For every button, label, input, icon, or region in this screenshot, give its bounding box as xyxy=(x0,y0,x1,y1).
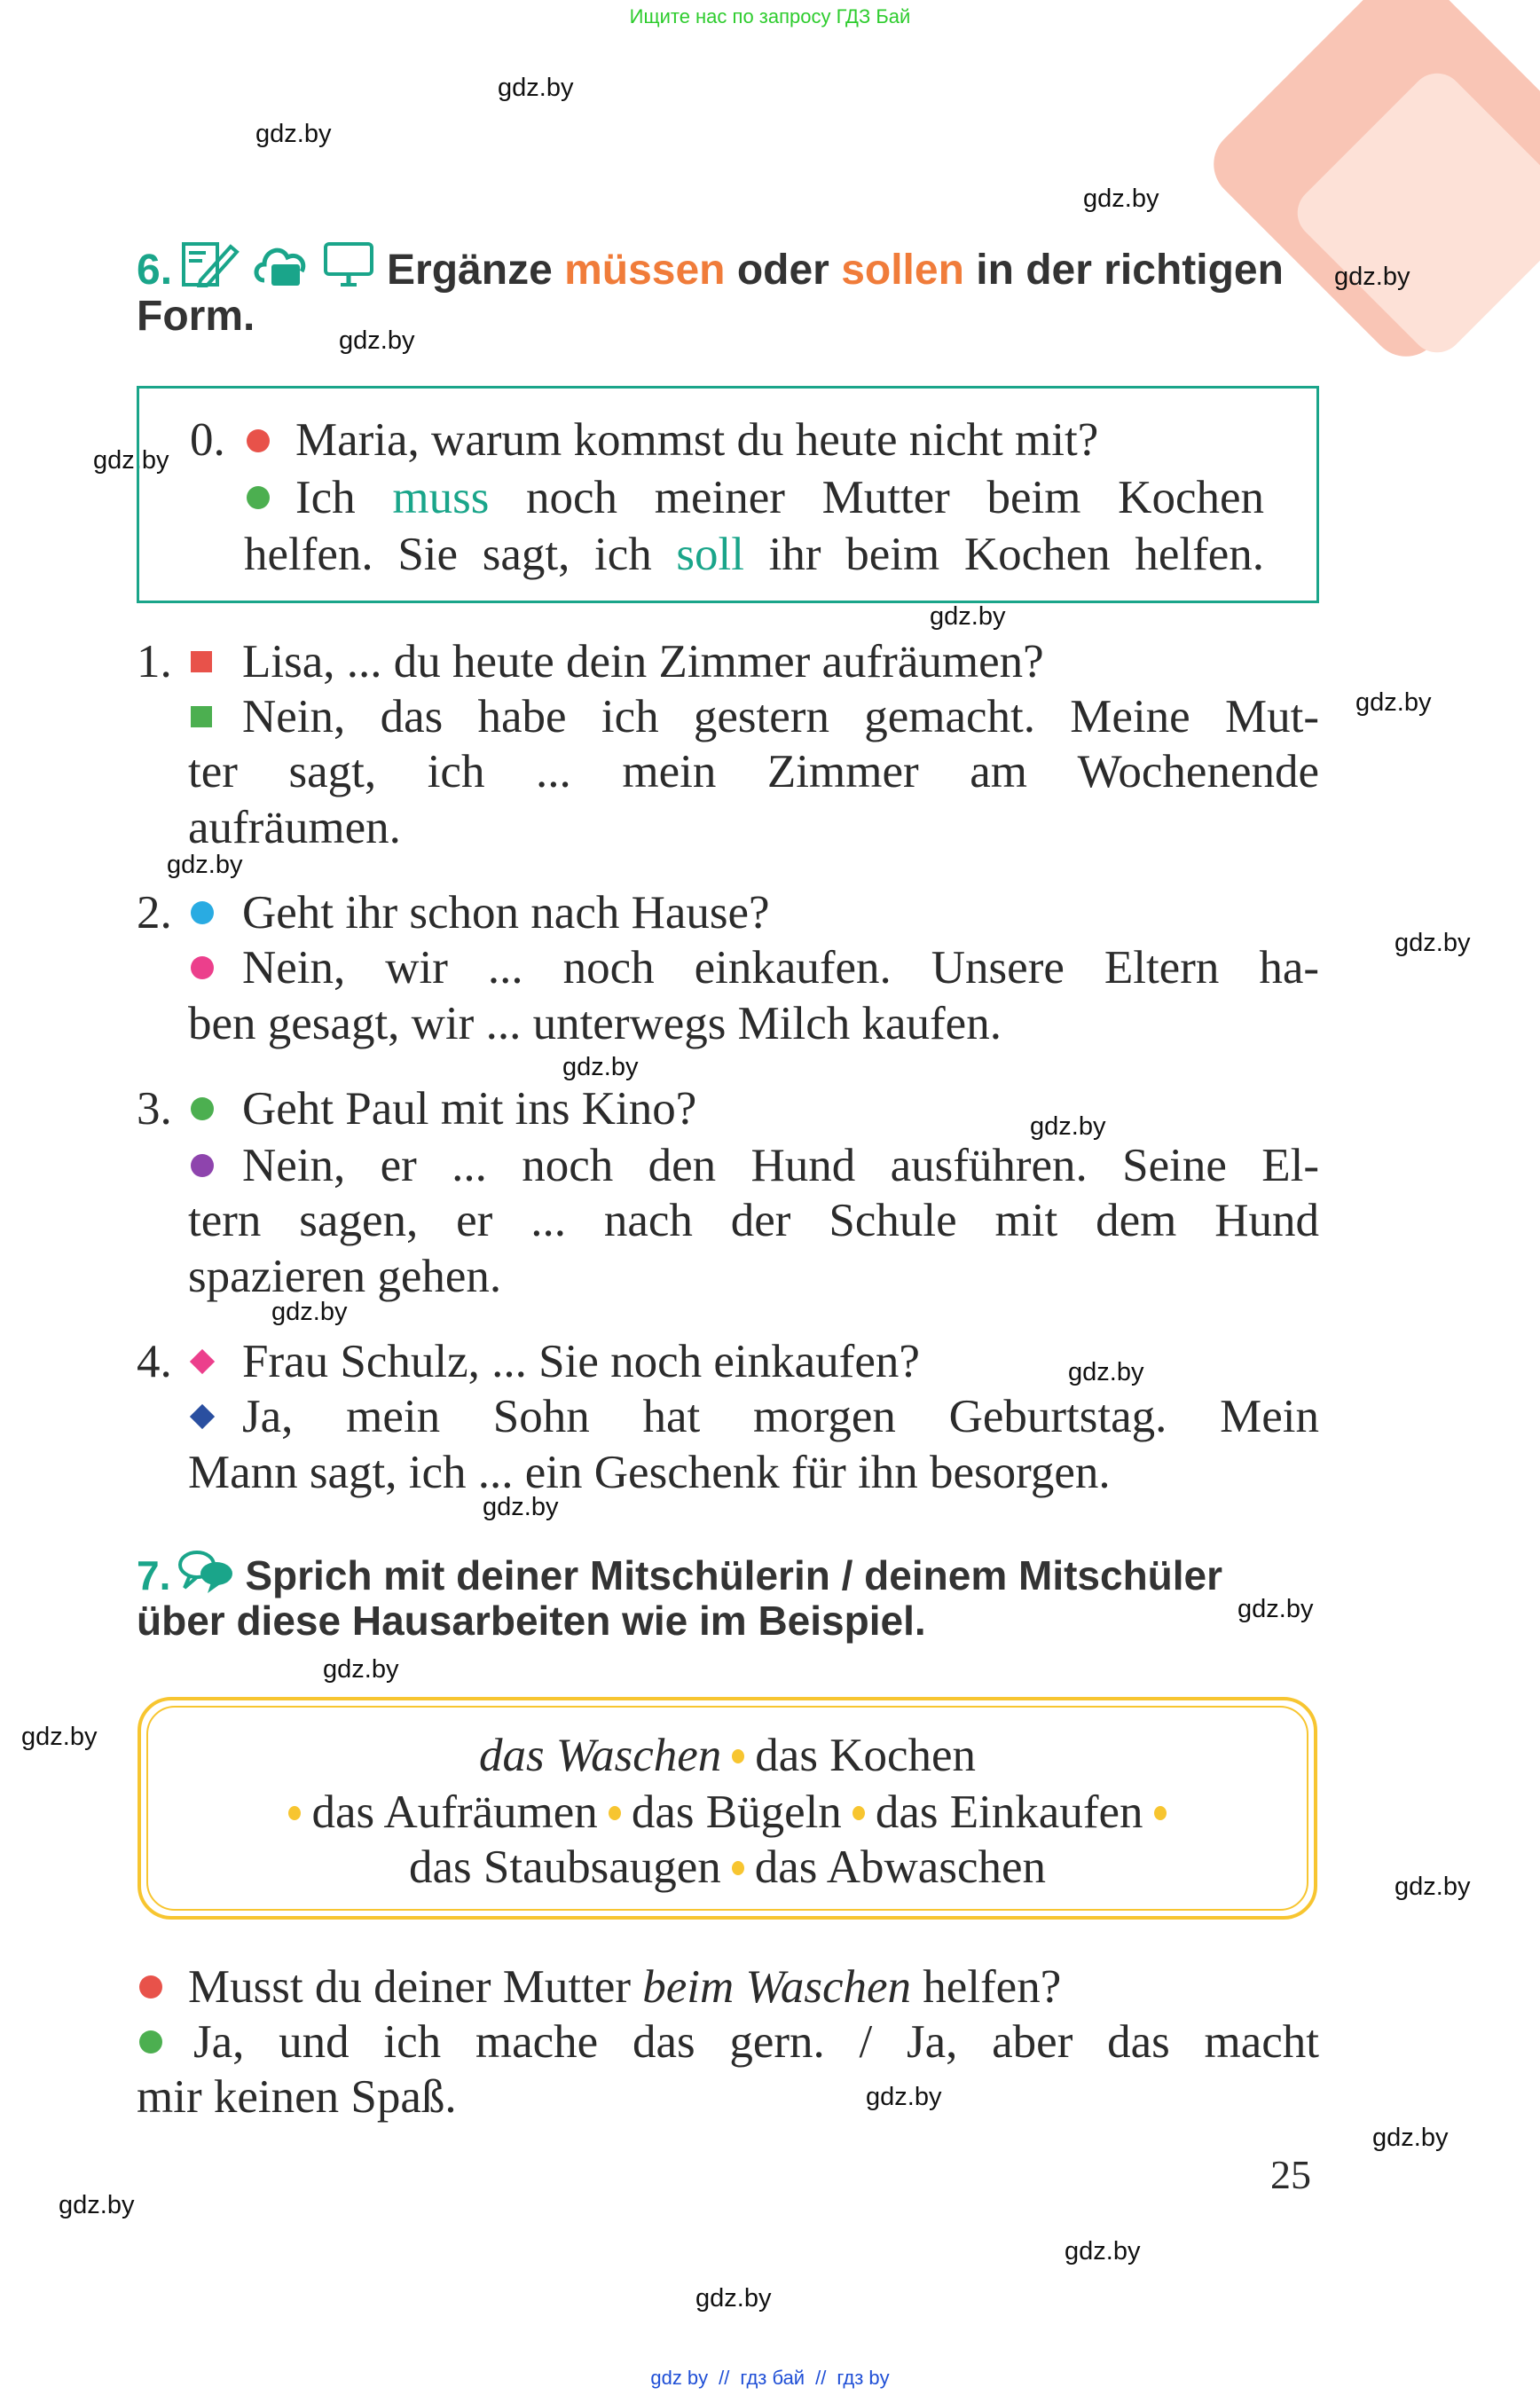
item-answer-line: Nein, wir ... noch einkaufen. Unsere Eltern ha- xyxy=(242,942,1319,993)
modal-verb-sollen: sollen xyxy=(841,247,964,294)
watermark: gdz.by xyxy=(339,326,415,355)
red-square-marker xyxy=(191,651,212,672)
item-question: Lisa, ... du heute dein Zimmer aufräumen? xyxy=(242,636,1044,687)
vocab-word: das Bügeln xyxy=(631,1787,842,1838)
footer-link[interactable]: гдз бай xyxy=(740,2367,805,2389)
item-question: Geht Paul mit ins Kino? xyxy=(242,1083,697,1135)
item-number: 3. xyxy=(137,1083,172,1135)
item-number: 2. xyxy=(137,887,172,938)
item-answer-line: tern sagen, er ... nach der Schule mit dem Hund xyxy=(188,1195,1319,1246)
monitor-icon xyxy=(323,241,374,287)
red-circle-marker xyxy=(139,1975,162,1999)
green-square-marker xyxy=(191,706,212,727)
yellow-dot-icon xyxy=(852,1806,865,1820)
watermark: gdz.by xyxy=(695,2284,772,2313)
item-question: Frau Schulz, ... Sie noch einkaufen? xyxy=(242,1336,920,1387)
exercise-number: 7. xyxy=(137,1552,171,1598)
item-answer-line: Nein, das habe ich gestern gemacht. Meine Mut- xyxy=(242,691,1319,742)
item-number: 1. xyxy=(137,636,172,687)
yellow-dot-icon xyxy=(732,1861,744,1875)
blue-circle-marker xyxy=(191,901,214,924)
watermark: gdz.by xyxy=(1395,1873,1471,1901)
vocab-word: das Aufräumen xyxy=(311,1787,598,1838)
blue-diamond-marker xyxy=(190,1404,215,1429)
watermark: gdz.by xyxy=(167,851,243,879)
exercise-number: 6. xyxy=(137,247,173,294)
item-answer-line: aufräumen. xyxy=(188,802,401,853)
pink-diamond-marker xyxy=(190,1349,215,1374)
item-number: 0. xyxy=(190,414,225,466)
vocabulary-line xyxy=(138,1785,1317,1840)
watermark: gdz.by xyxy=(562,1053,639,1081)
modal-verb-muessen: müssen xyxy=(564,247,726,294)
cloud-folder-icon xyxy=(252,241,310,287)
exercise-7-title-line2: über diese Hausarbeiten wie im Beispiel. xyxy=(137,1598,926,1644)
item-answer-line: Mann sagt, ich ... ein Geschenk für ihn besorgen. xyxy=(188,1447,1111,1498)
exercise-6-title: 6. Ergänze müssen oder sollen in der richtigen xyxy=(137,241,1284,295)
vocabulary-line xyxy=(138,1728,1317,1783)
exercise-7-title: 7. Sprich mit deiner Mitschülerin / deinem Mitschüler xyxy=(137,1549,1222,1600)
vocab-word: das Einkaufen xyxy=(875,1787,1143,1838)
watermark: gdz.by xyxy=(1395,929,1471,957)
item-answer-line: Ja, mein Sohn hat morgen Geburtstag. Mein xyxy=(242,1391,1319,1442)
dialog-question: Musst du deiner Mutter beim Waschen helfen? xyxy=(188,1961,1062,2013)
watermark: gdz.by xyxy=(1083,185,1159,213)
dialog-answer-line: Ja, und ich mache das gern. / Ja, aber das macht xyxy=(193,2016,1319,2068)
yellow-dot-icon xyxy=(1154,1806,1167,1820)
watermark: gdz.by xyxy=(323,1655,399,1684)
example-answer-line: helfen. Sie sagt, ich soll ihr beim Kochen helfen. xyxy=(244,529,1264,580)
example-question: Maria, warum kommst du heute nicht mit? xyxy=(295,414,1099,466)
yellow-dot-icon xyxy=(609,1806,621,1820)
purple-circle-marker xyxy=(191,1154,214,1177)
watermark: gdz.by xyxy=(1372,2124,1449,2152)
vocab-word: das Abwaschen xyxy=(754,1842,1047,1893)
watermark: gdz.by xyxy=(866,2083,942,2111)
item-question: Geht ihr schon nach Hause? xyxy=(242,887,770,938)
watermark: gdz.by xyxy=(1334,263,1410,291)
green-circle-marker xyxy=(191,1097,214,1120)
page-number: 25 xyxy=(1270,2152,1311,2197)
vocab-word: das Staubsaugen xyxy=(408,1842,721,1893)
watermark: gdz.by xyxy=(271,1298,348,1326)
watermark: gdz.by xyxy=(93,446,169,475)
header-note: Ищите нас по запросу ГДЗ Бай xyxy=(629,5,911,27)
watermark: gdz.by xyxy=(59,2191,135,2219)
item-answer-line: Nein, er ... noch den Hund ausführen. Seine El- xyxy=(242,1140,1319,1191)
item-answer-line: ter sagt, ich ... mein Zimmer am Wochenende xyxy=(188,746,1319,797)
watermark: gdz.by xyxy=(1355,688,1432,717)
footer-link[interactable]: gdz by xyxy=(650,2367,709,2389)
vocab-word: das Waschen xyxy=(478,1730,722,1781)
yellow-dot-icon xyxy=(732,1749,744,1763)
green-circle-marker xyxy=(247,486,270,509)
write-icon xyxy=(181,241,240,287)
vocab-word: das Kochen xyxy=(755,1730,977,1781)
yellow-dot-icon xyxy=(288,1806,301,1820)
footer-link[interactable]: гдз by xyxy=(837,2367,890,2389)
example-answer-line: Ich muss noch meiner Mutter beim Kochen xyxy=(295,472,1264,523)
watermark: gdz.by xyxy=(930,602,1006,631)
watermark: gdz.by xyxy=(498,74,574,102)
watermark: gdz.by xyxy=(1030,1112,1106,1141)
item-number: 4. xyxy=(137,1336,172,1387)
item-answer-line: spazieren gehen. xyxy=(188,1251,502,1302)
dialog-answer-line: mir keinen Spaß. xyxy=(137,2071,457,2123)
watermark: gdz.by xyxy=(483,1493,559,1521)
item-answer-line: ben gesagt, wir ... unterwegs Milch kaufen. xyxy=(188,998,1002,1049)
exercise-6-title-line2: Form. xyxy=(137,293,255,340)
pink-circle-marker xyxy=(191,956,214,979)
vocabulary-line xyxy=(138,1840,1317,1895)
speech-bubbles-icon xyxy=(177,1549,236,1593)
red-circle-marker xyxy=(247,429,270,452)
watermark: gdz.by xyxy=(1238,1595,1314,1623)
watermark: gdz.by xyxy=(255,120,332,148)
watermark: gdz.by xyxy=(21,1723,98,1751)
watermark: gdz.by xyxy=(1065,2237,1141,2266)
green-circle-marker xyxy=(139,2030,162,2054)
footer-links: gdz by // гдз бай // гдз by xyxy=(650,2367,890,2389)
watermark: gdz.by xyxy=(1068,1358,1144,1386)
